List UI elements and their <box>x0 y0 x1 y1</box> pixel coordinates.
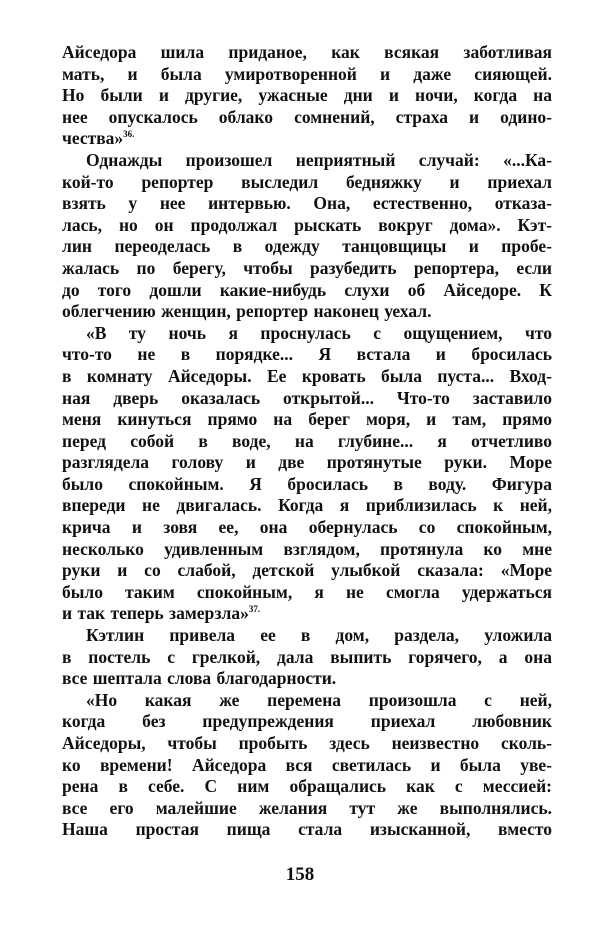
text-line-content: рена в себе. С ним обращались как с мессией: <box>62 776 552 797</box>
text-line <box>62 711 552 733</box>
footnote-reference: 36. <box>123 129 135 140</box>
text-line <box>62 366 552 388</box>
text-line-content: Айседора шила приданое, как всякая заботливая <box>62 42 552 62</box>
text-line-content: было таким спокойным, я не смогла удержаться <box>62 581 552 602</box>
text-line <box>62 668 552 690</box>
text-line <box>62 733 552 755</box>
text-line-content: крича и зовя ее, она обернулась со спокойным, <box>62 517 552 538</box>
text-line <box>62 323 552 345</box>
text-line-content: лин переоделась в одежду танцовщицы и пробе- <box>62 236 552 257</box>
text-line-content: и так теперь замерзла» <box>62 603 249 624</box>
text-line-content: жалась по берегу, чтобы разубедить репортера, если <box>62 257 552 278</box>
text-line <box>62 301 552 323</box>
text-line <box>62 280 552 302</box>
text-line <box>62 560 552 582</box>
text-line-content: ная дверь оказалась открытой... Что-то заставило <box>62 387 552 408</box>
text-line <box>62 474 552 496</box>
text-line-content: облегчению женщин, репортер наконец уехал. <box>62 301 432 322</box>
text-line-content: руки и со слабой, детской улыбкой сказала: «Море <box>62 560 552 581</box>
text-line <box>62 517 552 539</box>
text-line-content: до того дошли какие-нибудь слухи об Айседоре. К <box>62 279 552 300</box>
text-line <box>62 798 552 820</box>
text-line-content: что-то не в порядке... Я встала и бросилась <box>62 344 552 365</box>
text-line <box>62 431 552 453</box>
text-line <box>62 409 552 431</box>
text-line <box>62 236 552 258</box>
text-line-content: перед собой в воде, на глубине... я отчетливо <box>62 430 552 451</box>
text-line-content: когда без предупреждения приехал любовник <box>62 711 552 732</box>
text-line <box>62 85 552 107</box>
text-line <box>62 647 552 669</box>
text-line <box>62 755 552 777</box>
text-line <box>62 603 552 625</box>
text-line <box>62 388 552 410</box>
footnote-reference: 37. <box>248 604 261 615</box>
text-line <box>62 625 552 647</box>
text-line-content: мать, и была умиротворенной и даже сияющей. <box>62 63 552 84</box>
page-body-text <box>62 42 552 841</box>
text-line <box>62 172 552 194</box>
text-line <box>62 128 552 150</box>
text-line <box>62 107 552 129</box>
page-number: 158 <box>285 864 315 885</box>
text-line-content: меня кинуться прямо на берег моря, и там, прямо <box>62 409 552 430</box>
text-line <box>62 42 552 64</box>
text-line-content: разглядела голову и две протянутые руки. Море <box>62 452 552 473</box>
text-line-content: впереди не двигалась. Когда я приблизилась к ней, <box>62 495 552 516</box>
text-line-content: все шептала слова благодарности. <box>62 668 337 689</box>
text-line <box>62 582 552 604</box>
text-line-content: Кэтлин привела ее в дом, раздела, уложила <box>86 625 552 646</box>
text-line-content: Айседоры, чтобы пробыть здесь неизвестно сколь- <box>62 733 552 753</box>
text-line-content: Наша простая пища стала изысканной, вместо <box>62 819 552 840</box>
text-line-content: несколько удивленным взглядом, протянула ко мне <box>62 538 552 559</box>
text-line <box>62 819 552 841</box>
text-line <box>62 539 552 561</box>
text-line <box>62 776 552 798</box>
text-line-content: лась, но он продолжал рыскать вокруг дома». Кэт- <box>62 214 552 235</box>
text-line <box>62 495 552 517</box>
text-line <box>62 258 552 280</box>
text-line-content: взять у нее интервью. Она, естественно, отказа- <box>62 193 552 214</box>
text-line-content: в постель с грелкой, дала выпить горячего, а она <box>62 646 552 667</box>
text-line-content: «Но какая же перемена произошла с ней, <box>86 689 552 710</box>
text-line <box>62 193 552 215</box>
text-line-content: было спокойным. Я бросилась в воду. Фигура <box>62 473 552 494</box>
text-line-content: в комнату Айседоры. Ее кровать была пуста... Вход- <box>62 365 552 386</box>
text-line-content: ко времени! Айседора вся светилась и была уве- <box>62 754 552 775</box>
text-line <box>62 150 552 172</box>
text-line-content: чества» <box>62 128 124 149</box>
text-line-content: Но были и другие, ужасные дни и ночи, когда на <box>62 85 552 106</box>
text-line <box>62 690 552 712</box>
text-line-content: кой-то репортер выследил бедняжку и приехал <box>62 171 552 192</box>
text-line <box>62 215 552 237</box>
text-line-content: нее опускалось облако сомнений, страха и одино- <box>62 106 552 127</box>
text-line <box>62 64 552 86</box>
text-line-content: «В ту ночь я проснулась с ощущением, что <box>86 322 552 343</box>
text-line-content: Однажды произошел неприятный случай: «...Ка- <box>86 149 552 170</box>
text-line <box>62 344 552 366</box>
text-line-content: все его малейшие желания тут же выполнялись. <box>62 797 552 818</box>
text-line <box>62 452 552 474</box>
